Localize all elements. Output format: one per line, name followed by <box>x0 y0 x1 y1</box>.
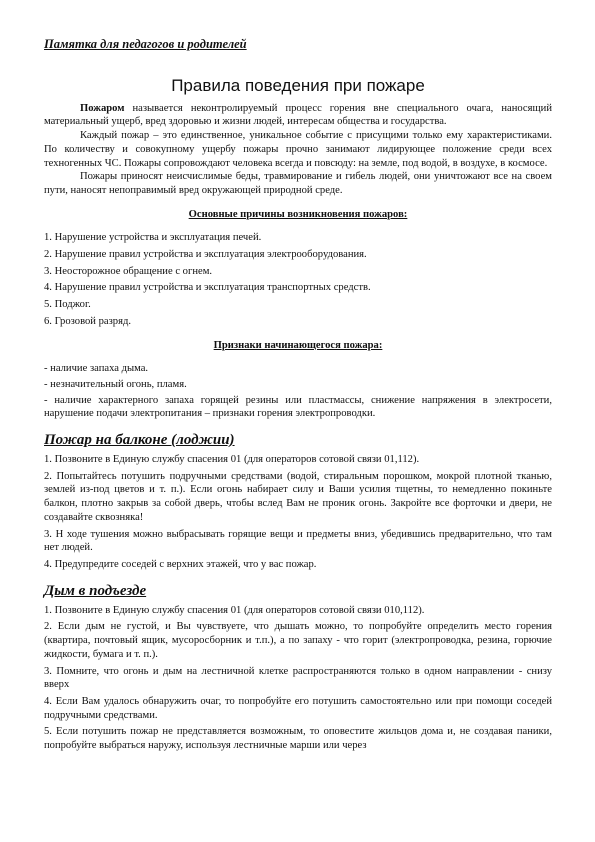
balcony-item: 2. Попытайтесь потушить подручными средствами (водой, стиральным порошком, мокрой плотной тканью, землей из-под цветов и т. п.). Если огонь набирает силу и Ваши усилия тщетны, то немедленно покиньте балкон, плотно закрыв за собой дверь, чтобы вслед Вам не проник огонь. Закройте все форточки и двери, не создавайте сквозняка! <box>44 470 552 523</box>
balcony-item: 3. Н ходе тушения можно выбрасывать горящие вещи и предметы вниз, убедившись предварительно, что там нет людей. <box>44 528 552 554</box>
header-note: Памятка для педагогов и родителей <box>44 37 247 51</box>
signs-item: - наличие запаха дыма. <box>44 363 149 375</box>
intro-definition: называется неконтролируемый процесс горения вне специального очага, наносящий материальный ущерб, вред здоровью и жизни людей, интересам общества и государства. <box>44 102 552 128</box>
intro-paragraph-2: Каждый пожар – это единственное, уникальное событие с присущими только ему характеристиками. По количеству и совокупному ущербу пожары прочно занимают лидирующее положение среди всех техногенных ЧС. Пожары сопровождают человека всегда и повсюду: на земле, под водой, в воздухе, в космосе. <box>44 130 552 169</box>
stairwell-heading: Дым в подъезде <box>44 582 147 599</box>
causes-item: 5. Поджог. <box>44 299 91 311</box>
signs-heading: Признаки начинающегося пожара: <box>213 339 383 351</box>
causes-item: 6. Грозовой разряд. <box>44 315 131 327</box>
causes-item: 4. Нарушение правил устройства и эксплуатация транспортных средств. <box>44 282 371 294</box>
balcony-item: 1. Позвоните в Единую службу спасения 01 (для операторов сотовой связи 01,112). <box>44 454 420 466</box>
stairwell-item: 4. Если Вам удалось обнаружить очаг, то попробуйте его потушить самостоятельно или при помощи соседей подручными средствами. <box>44 695 552 721</box>
stairwell-item: 2. Если дым не густой, и Вы чувствуете, что дышать можно, то попробуйте определить место горения (квартира, почтовый ящик, мусоросборник и т.п.), а по запаху - что горит (электропроводка, резина, горючие жидкости, бумага и т. п.). <box>44 621 552 660</box>
causes-heading: Основные причины возникновения пожаров: <box>188 208 408 220</box>
balcony-item: 4. Предупредите соседей с верхних этажей, что у вас пожар. <box>44 558 317 570</box>
signs-item: - незначительный огонь, пламя. <box>44 378 187 390</box>
signs-item: - наличие характерного запаха горящей резины или пластмассы, снижение напряжения в электросети, нарушение подачи электропитания – признаки горения электропроводки. <box>44 394 552 420</box>
stairwell-item: 3. Помните, что огонь и дым на лестничной клетке распространяются только в одном направлении - снизу вверх <box>44 665 552 691</box>
document-page <box>44 38 552 756</box>
stairwell-item: 5. Если потушить пожар не представляется возможным, то оповестите жильцов дома и, не создавая паники, попробуйте выбраться наружу, используя лестничные марши или через <box>44 726 552 752</box>
causes-item: 3. Неосторожное обращение с огнем. <box>44 265 213 277</box>
intro-paragraph-3: Пожары приносят неисчислимые беды, травмирование и гибель людей, они уничтожают все на своем пути, наносят непоправимый вред окружающей природной среде. <box>44 171 552 196</box>
balcony-heading: Пожар на балконе (лоджии) <box>44 432 235 449</box>
intro-term: Пожаром <box>80 102 125 114</box>
page-title: Правила поведения при пожаре <box>171 75 425 95</box>
stairwell-item: 1. Позвоните в Единую службу спасения 01 (для операторов сотовой связи 010,112). <box>44 604 425 616</box>
causes-item: 2. Нарушение правил устройства и эксплуатация электрооборудования. <box>44 249 367 261</box>
causes-item: 1. Нарушение устройства и эксплуатация печей. <box>44 232 262 244</box>
intro-paragraph-1 <box>44 102 552 129</box>
